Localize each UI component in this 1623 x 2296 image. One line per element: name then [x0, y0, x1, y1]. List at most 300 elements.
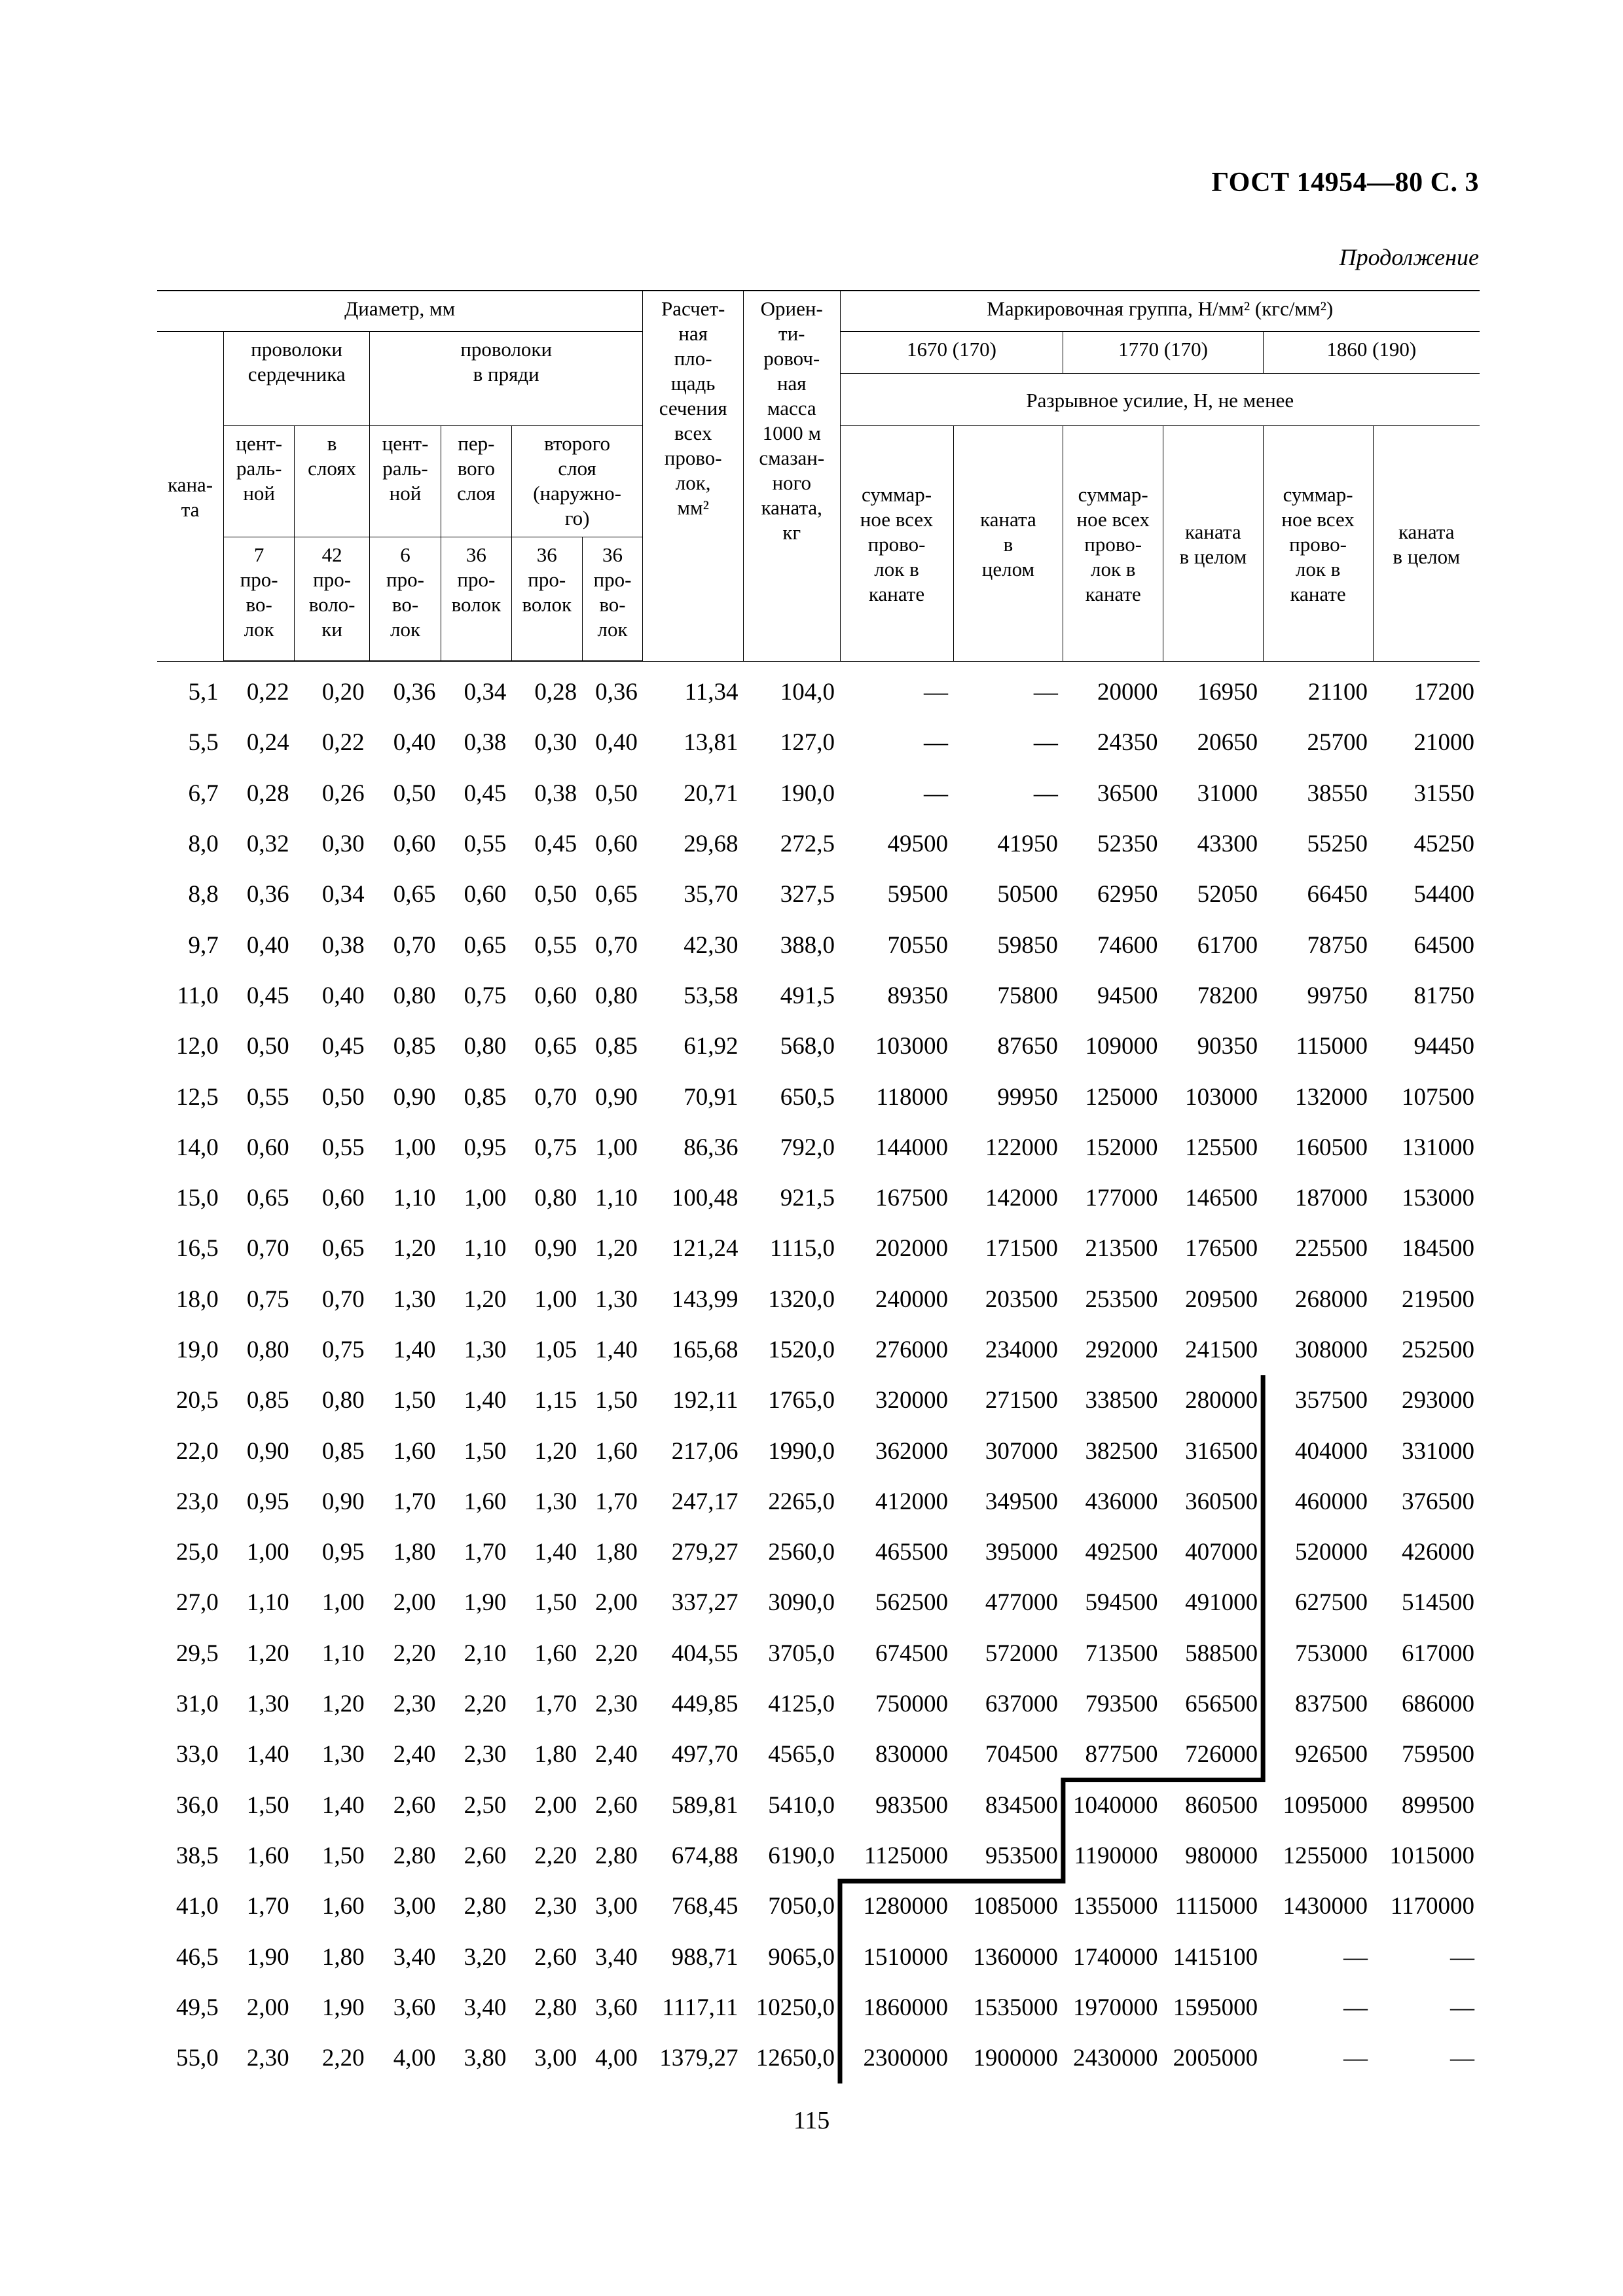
cell-rope-1860: 376500 [1402, 1488, 1474, 1515]
cell-rope-diameter: 8,8 [188, 881, 219, 908]
cell-mass: 190,0 [780, 780, 835, 807]
cell-sum-1860: 38550 [1307, 780, 1368, 807]
cell-strand-first-layer: 2,10 [464, 1640, 507, 1667]
cell-rope-1670: 704500 [985, 1741, 1058, 1768]
cell-rope-1860: 31550 [1413, 780, 1474, 807]
cell-core-central: 1,20 [246, 1640, 289, 1667]
cell-core-layers: 0,55 [321, 1134, 365, 1161]
cell-rope-1770: 280000 [1185, 1387, 1258, 1414]
cell-strand-central: 1,50 [393, 1387, 436, 1414]
cell-strand-central: 3,40 [393, 1943, 436, 1971]
page-number: 115 [793, 2107, 830, 2134]
cell-rope-1770: 588500 [1185, 1640, 1258, 1667]
cell-strand-second-layer-a: 1,05 [534, 1336, 577, 1363]
cell-rope-diameter: 46,5 [176, 1943, 219, 1971]
table-row [157, 1628, 1480, 1679]
cell-rope-diameter: 29,5 [176, 1640, 219, 1667]
cell-sum-1860: 160500 [1295, 1134, 1368, 1161]
cell-rope-1670: 953500 [985, 1842, 1058, 1869]
header-marking-group: Маркировочная группа, Н/мм² (кгс/мм²) [840, 291, 1480, 331]
cell-strand-second-layer-b: 2,40 [595, 1741, 638, 1768]
cell-area: 42,30 [684, 931, 739, 959]
cell-sum-1670: 1125000 [864, 1842, 948, 1869]
cell-rope-1770: 656500 [1185, 1691, 1258, 1718]
cell-sum-1860: 308000 [1295, 1336, 1368, 1363]
cell-area: 217,06 [671, 1437, 739, 1465]
cell-strand-second-layer-a: 1,60 [534, 1640, 577, 1667]
cell-core-central: 0,36 [246, 881, 289, 908]
cell-strand-second-layer-a: 0,70 [534, 1083, 577, 1111]
cell-sum-1670: 750000 [875, 1691, 948, 1718]
cell-sum-1670: 144000 [875, 1134, 948, 1161]
cell-strand-first-layer: 1,60 [464, 1488, 507, 1515]
cell-sum-1860: 627500 [1295, 1589, 1368, 1617]
header-group-1670: 1670 (170) [840, 331, 1063, 373]
cell-core-layers: 1,80 [321, 1943, 365, 1971]
cell-rope-1860: 331000 [1402, 1437, 1474, 1465]
table-row [157, 2033, 1480, 2083]
cell-sum-1860: 1430000 [1283, 1893, 1368, 1920]
cell-strand-first-layer: 3,20 [464, 1943, 507, 1971]
cell-mass: 3090,0 [768, 1589, 835, 1617]
cell-rope-diameter: 22,0 [176, 1437, 219, 1465]
table-row [157, 1477, 1480, 1527]
cell-rope-1860: 1170000 [1390, 1893, 1474, 1920]
table-row [157, 1729, 1480, 1780]
table-row [157, 1780, 1480, 1831]
cell-mass: 327,5 [780, 881, 835, 908]
header-central-strand: цент- раль- ной [370, 425, 441, 537]
cell-sum-1670: 89350 [887, 982, 948, 1009]
cell-rope-1860: — [1450, 2045, 1474, 2072]
cell-sum-1770: 253500 [1085, 1285, 1158, 1313]
cell-strand-second-layer-b: 2,80 [595, 1842, 638, 1869]
cell-strand-second-layer-b: 1,10 [595, 1185, 638, 1212]
cell-rope-1670: 1900000 [973, 2045, 1058, 2072]
cell-area: 61,92 [684, 1033, 739, 1060]
cell-rope-1770: 407000 [1185, 1539, 1258, 1566]
cell-strand-first-layer: 2,80 [464, 1893, 507, 1920]
cell-rope-1670: 349500 [985, 1488, 1058, 1515]
cell-strand-second-layer-a: 0,80 [534, 1185, 577, 1212]
cell-area: 29,68 [684, 831, 739, 858]
table-row [157, 1173, 1480, 1223]
header-sum-1860: суммар- ное всех прово- лок в канате [1263, 425, 1373, 661]
cell-core-layers: 1,20 [321, 1691, 365, 1718]
header-first-layer: пер- вого слоя [441, 425, 511, 537]
cell-area: 497,70 [671, 1741, 739, 1768]
cell-strand-first-layer: 2,50 [464, 1791, 507, 1819]
cell-strand-second-layer-b: 4,00 [595, 2045, 638, 2072]
cell-rope-1670: 1360000 [973, 1943, 1058, 1971]
cell-core-layers: 0,70 [321, 1285, 365, 1313]
cell-rope-1770: 31000 [1197, 780, 1258, 807]
cell-core-layers: 0,26 [321, 780, 365, 807]
cell-strand-central: 1,60 [393, 1437, 436, 1465]
cell-strand-second-layer-b: 2,60 [595, 1791, 638, 1819]
cell-rope-1770: 316500 [1185, 1437, 1258, 1465]
cell-sum-1670: 674500 [875, 1640, 948, 1667]
cell-sum-1670: 983500 [875, 1791, 948, 1819]
table-row [157, 1527, 1480, 1577]
cell-strand-first-layer: 0,80 [464, 1033, 507, 1060]
cell-sum-1860: 268000 [1295, 1285, 1368, 1313]
cell-strand-central: 0,50 [393, 780, 436, 807]
cell-rope-1770: 1595000 [1173, 1994, 1258, 2021]
header-mass: Ориен- ти- ровоч- ная масса 1000 м смазан- ного каната, кг [743, 291, 840, 661]
cell-core-central: 1,90 [246, 1943, 289, 1971]
cell-sum-1770: 292000 [1085, 1336, 1158, 1363]
cell-core-central: 0,28 [246, 780, 289, 807]
header-core-wire: проволоки сердечника [224, 331, 370, 425]
cell-core-central: 0,45 [246, 982, 289, 1009]
cell-strand-central: 1,40 [393, 1336, 436, 1363]
cell-sum-1670: 2300000 [863, 2045, 948, 2072]
cell-rope-1670: 307000 [985, 1437, 1058, 1465]
cell-strand-second-layer-b: 0,50 [595, 780, 638, 807]
cell-strand-second-layer-a: 0,50 [534, 881, 577, 908]
cell-strand-first-layer: 1,00 [464, 1185, 507, 1212]
cell-rope-diameter: 55,0 [176, 2045, 219, 2072]
cell-rope-1670: 59850 [997, 931, 1058, 959]
cell-sum-1770: 382500 [1085, 1437, 1158, 1465]
cell-strand-first-layer: 0,60 [464, 881, 507, 908]
cell-core-central: 1,70 [246, 1893, 289, 1920]
cell-strand-second-layer-a: 2,30 [534, 1893, 577, 1920]
header-central-core: цент- раль- ной [224, 425, 295, 537]
cell-rope-diameter: 33,0 [176, 1741, 219, 1768]
table-row [157, 1071, 1480, 1122]
cell-sum-1860: 753000 [1295, 1640, 1368, 1667]
cell-strand-second-layer-b: 0,65 [595, 881, 638, 908]
cell-sum-1670: 562500 [875, 1589, 948, 1617]
cell-rope-1770: 61700 [1197, 931, 1258, 959]
cell-sum-1670: 1860000 [863, 1994, 948, 2021]
cell-core-layers: 0,20 [321, 679, 365, 706]
cell-area: 70,91 [684, 1083, 739, 1111]
cell-sum-1670: 59500 [887, 881, 948, 908]
data-table-wrap [157, 290, 1480, 2083]
header-sum-1670: суммар- ное всех прово- лок в канате [840, 425, 953, 661]
cell-strand-central: 0,40 [393, 729, 436, 757]
cell-sum-1770: 1740000 [1073, 1943, 1158, 1971]
cell-strand-second-layer-b: 0,60 [595, 831, 638, 858]
cell-strand-second-layer-a: 0,75 [534, 1134, 577, 1161]
cell-strand-second-layer-a: 0,45 [534, 831, 577, 858]
cell-rope-1860: 1015000 [1389, 1842, 1474, 1869]
cell-mass: 568,0 [780, 1033, 835, 1060]
table-row [157, 717, 1480, 768]
cell-sum-1770: 436000 [1085, 1488, 1158, 1515]
table-row [157, 1021, 1480, 1071]
cell-area: 192,11 [672, 1387, 739, 1414]
cell-strand-second-layer-b: 1,60 [595, 1437, 638, 1465]
cell-strand-second-layer-b: 0,80 [595, 982, 638, 1009]
cell-mass: 1520,0 [768, 1336, 835, 1363]
cell-core-layers: 0,90 [321, 1488, 365, 1515]
cell-area: 100,48 [671, 1185, 739, 1212]
cell-core-layers: 1,00 [321, 1589, 365, 1617]
cell-rope-diameter: 49,5 [176, 1994, 219, 2021]
cell-strand-first-layer: 2,20 [464, 1691, 507, 1718]
cell-sum-1670: 70550 [887, 931, 948, 959]
cell-sum-1860: 404000 [1295, 1437, 1368, 1465]
cell-strand-second-layer-b: 1,00 [595, 1134, 638, 1161]
cell-mass: 388,0 [780, 931, 835, 959]
cell-core-central: 0,40 [246, 931, 289, 959]
cell-strand-second-layer-a: 0,65 [534, 1033, 577, 1060]
cell-core-central: 0,80 [246, 1336, 289, 1363]
cell-rope-diameter: 14,0 [176, 1134, 219, 1161]
header-in-layers: в слоях [295, 425, 370, 537]
cell-rope-1770: 146500 [1185, 1185, 1258, 1212]
cell-sum-1770: 24350 [1097, 729, 1158, 757]
header-breaking-force: Разрывное усилие, Н, не менее [840, 373, 1480, 425]
cell-sum-1860: 926500 [1295, 1741, 1368, 1768]
cell-strand-first-layer: 2,30 [464, 1741, 507, 1768]
cell-rope-1670: — [1033, 678, 1058, 706]
cell-strand-central: 0,60 [393, 831, 436, 858]
cell-core-central: 1,30 [246, 1691, 289, 1718]
cell-sum-1770: 793500 [1085, 1691, 1158, 1718]
cell-sum-1770: 177000 [1085, 1185, 1158, 1212]
cell-mass: 4565,0 [768, 1741, 835, 1768]
cell-core-central: 0,50 [246, 1033, 289, 1060]
cell-sum-1670: — [924, 678, 948, 706]
cell-rope-1670: 395000 [985, 1539, 1058, 1566]
cell-core-layers: 1,30 [321, 1741, 365, 1768]
cell-core-layers: 0,95 [321, 1539, 365, 1566]
cell-strand-central: 3,60 [393, 1994, 436, 2021]
cell-sum-1770: 1040000 [1073, 1791, 1158, 1819]
table-body [157, 661, 1480, 2083]
cell-mass: 650,5 [780, 1083, 835, 1111]
cell-strand-second-layer-a: 2,20 [534, 1842, 577, 1869]
cell-core-layers: 0,38 [321, 931, 365, 959]
cell-strand-central: 1,30 [393, 1285, 436, 1313]
table-row [157, 920, 1480, 970]
header-6-wires: 6 про- во- лок [370, 537, 441, 661]
cell-area: 247,17 [671, 1488, 739, 1515]
cell-strand-first-layer: 0,38 [464, 729, 507, 757]
cell-rope-1860: 81750 [1413, 982, 1474, 1009]
cell-sum-1860: 21100 [1307, 678, 1368, 706]
cell-strand-second-layer-b: 1,20 [595, 1235, 638, 1263]
cell-core-central: 2,00 [246, 1994, 289, 2021]
cell-rope-diameter: 41,0 [176, 1893, 219, 1920]
cell-rope-1670: 87650 [997, 1033, 1058, 1060]
cell-rope-1670: 271500 [985, 1387, 1058, 1414]
table-row [157, 819, 1480, 869]
cell-strand-second-layer-b: 1,50 [595, 1387, 638, 1414]
cell-rope-1860: 94450 [1413, 1033, 1474, 1060]
cell-strand-central: 2,00 [393, 1589, 436, 1617]
cell-rope-1770: 52050 [1197, 881, 1258, 908]
cell-strand-central: 1,00 [393, 1134, 436, 1161]
header-strand-wire: проволоки в пряди [370, 331, 643, 425]
cell-core-central: 1,10 [246, 1589, 289, 1617]
cell-strand-first-layer: 0,85 [464, 1083, 507, 1111]
table-row [157, 1931, 1480, 1982]
cell-sum-1770: 338500 [1085, 1387, 1158, 1414]
cell-core-central: 2,30 [246, 2045, 289, 2072]
cell-sum-1860: 66450 [1307, 881, 1368, 908]
cell-rope-1670: — [1033, 780, 1058, 807]
cell-sum-1860: 357500 [1295, 1387, 1368, 1414]
header-rope: кана- та [157, 331, 224, 661]
cell-mass: 272,5 [780, 831, 835, 858]
cell-core-central: 1,60 [246, 1842, 289, 1869]
cell-strand-central: 1,80 [393, 1539, 436, 1566]
cell-rope-1860: 64500 [1413, 931, 1474, 959]
cell-strand-first-layer: 1,30 [464, 1336, 507, 1363]
cell-rope-1770: 90350 [1197, 1033, 1258, 1060]
cell-rope-1670: 203500 [985, 1285, 1058, 1313]
cell-strand-central: 1,20 [393, 1235, 436, 1263]
cell-rope-diameter: 27,0 [176, 1589, 219, 1617]
cell-sum-1770: 594500 [1085, 1589, 1158, 1617]
cell-rope-1670: 637000 [985, 1691, 1058, 1718]
cell-rope-diameter: 9,7 [188, 931, 219, 959]
cell-strand-first-layer: 1,10 [464, 1235, 507, 1263]
cell-sum-1860: 225500 [1295, 1235, 1368, 1263]
cell-sum-1770: 74600 [1097, 931, 1158, 959]
cell-mass: 3705,0 [768, 1640, 835, 1667]
cell-rope-diameter: 11,0 [177, 982, 219, 1009]
cell-sum-1860: 55250 [1307, 831, 1368, 858]
cell-strand-second-layer-b: 1,30 [595, 1285, 638, 1313]
cell-area: 53,58 [684, 982, 739, 1009]
cell-strand-second-layer-a: 1,50 [534, 1589, 577, 1617]
cell-sum-1670: 49500 [887, 831, 948, 858]
cell-sum-1770: 94500 [1097, 982, 1158, 1009]
cell-sum-1860: 78750 [1307, 931, 1368, 959]
cell-rope-1770: 103000 [1185, 1083, 1258, 1111]
header-rope-whole-1860: каната в целом [1373, 425, 1480, 661]
cell-rope-1860: 131000 [1402, 1134, 1474, 1161]
cell-core-layers: 1,50 [321, 1842, 365, 1869]
cell-mass: 7050,0 [768, 1893, 835, 1920]
cell-strand-central: 0,80 [393, 982, 436, 1009]
cell-rope-1860: 293000 [1402, 1387, 1474, 1414]
cell-sum-1860: 187000 [1295, 1185, 1368, 1212]
cell-strand-second-layer-a: 1,70 [534, 1691, 577, 1718]
cell-core-layers: 0,50 [321, 1083, 365, 1111]
cell-rope-diameter: 12,5 [176, 1083, 219, 1111]
cell-strand-second-layer-b: 0,36 [595, 679, 638, 706]
cell-rope-1770: 2005000 [1173, 2045, 1258, 2072]
cell-area: 337,27 [671, 1589, 739, 1617]
cell-strand-first-layer: 1,20 [464, 1285, 507, 1313]
header-rope-whole-1770: каната в целом [1163, 425, 1264, 661]
cell-strand-second-layer-b: 3,00 [595, 1893, 638, 1920]
cell-core-layers: 0,85 [321, 1437, 365, 1465]
cell-rope-1770: 1415100 [1173, 1943, 1258, 1971]
cell-mass: 1990,0 [768, 1437, 835, 1465]
table-row [157, 1831, 1480, 1881]
cell-strand-second-layer-a: 2,60 [534, 1943, 577, 1971]
cell-rope-1670: 572000 [985, 1640, 1058, 1667]
cell-core-layers: 1,10 [321, 1640, 365, 1667]
cell-mass: 1115,0 [770, 1235, 835, 1263]
cell-rope-1770: 980000 [1185, 1842, 1258, 1869]
header-36-wires-first: 36 про- волок [441, 537, 511, 661]
cell-rope-diameter: 31,0 [176, 1691, 219, 1718]
cell-rope-1860: 899500 [1402, 1791, 1474, 1819]
cell-rope-1670: 122000 [985, 1134, 1058, 1161]
cell-strand-first-layer: 1,90 [464, 1589, 507, 1617]
cell-mass: 104,0 [780, 678, 835, 706]
cell-core-layers: 1,40 [321, 1791, 365, 1819]
cell-rope-1860: 45250 [1413, 831, 1474, 858]
cell-sum-1670: — [924, 729, 948, 757]
cell-strand-first-layer: 0,45 [464, 780, 507, 807]
cell-strand-second-layer-a: 1,00 [534, 1285, 577, 1313]
cell-sum-1770: 2430000 [1073, 2045, 1158, 2072]
cell-rope-1670: — [1033, 729, 1058, 757]
cell-rope-1770: 43300 [1197, 831, 1258, 858]
cell-area: 35,70 [684, 881, 739, 908]
header-group-1770: 1770 (170) [1063, 331, 1263, 373]
cell-rope-1860: — [1450, 1994, 1474, 2021]
cell-rope-1770: 360500 [1185, 1488, 1258, 1515]
cell-strand-central: 0,36 [393, 679, 436, 706]
cell-sum-1860: 837500 [1295, 1691, 1368, 1718]
cell-core-layers: 0,34 [321, 881, 365, 908]
cell-sum-1670: 276000 [875, 1336, 948, 1363]
cell-area: 11,34 [684, 678, 739, 706]
rope-parameters-table [157, 290, 1480, 2083]
table-row [157, 1325, 1480, 1375]
cell-strand-second-layer-a: 2,80 [534, 1994, 577, 2021]
cell-rope-1770: 176500 [1185, 1235, 1258, 1263]
header-7-wires: 7 про- во- лок [224, 537, 295, 661]
cell-mass: 2265,0 [768, 1488, 835, 1515]
cell-sum-1670: 362000 [875, 1437, 948, 1465]
cell-rope-1770: 241500 [1185, 1336, 1258, 1363]
cell-core-layers: 2,20 [321, 2045, 365, 2072]
cell-sum-1860: 1255000 [1283, 1842, 1368, 1869]
continuation-label: Продолжение [1339, 244, 1479, 270]
cell-strand-second-layer-b: 2,30 [595, 1691, 638, 1718]
cell-rope-1670: 1085000 [973, 1893, 1058, 1920]
cell-strand-second-layer-a: 2,00 [534, 1791, 577, 1819]
cell-rope-1770: 16950 [1197, 678, 1258, 706]
cell-rope-1860: 153000 [1402, 1185, 1474, 1212]
cell-core-layers: 0,40 [321, 982, 365, 1009]
cell-strand-central: 0,70 [393, 931, 436, 959]
cell-sum-1670: 320000 [875, 1387, 948, 1414]
cell-rope-1770: 78200 [1197, 982, 1258, 1009]
cell-sum-1670: 167500 [875, 1185, 948, 1212]
cell-strand-second-layer-a: 1,40 [534, 1539, 577, 1566]
cell-strand-second-layer-b: 3,40 [595, 1943, 638, 1971]
cell-rope-1860: — [1450, 1943, 1474, 1971]
cell-core-central: 1,00 [246, 1539, 289, 1566]
cell-sum-1770: 713500 [1085, 1640, 1158, 1667]
cell-strand-first-layer: 2,60 [464, 1842, 507, 1869]
cell-rope-1770: 125500 [1185, 1134, 1258, 1161]
cell-rope-1770: 20650 [1197, 729, 1258, 757]
cell-strand-second-layer-a: 0,60 [534, 982, 577, 1009]
page-header: ГОСТ 14954—80 С. 3 [1211, 168, 1479, 198]
cell-sum-1670: 202000 [875, 1235, 948, 1263]
cell-sum-1770: 877500 [1085, 1741, 1158, 1768]
cell-strand-second-layer-b: 1,80 [595, 1539, 638, 1566]
cell-core-layers: 0,60 [321, 1185, 365, 1212]
cell-strand-central: 0,90 [393, 1083, 436, 1111]
cell-rope-1670: 142000 [985, 1185, 1058, 1212]
